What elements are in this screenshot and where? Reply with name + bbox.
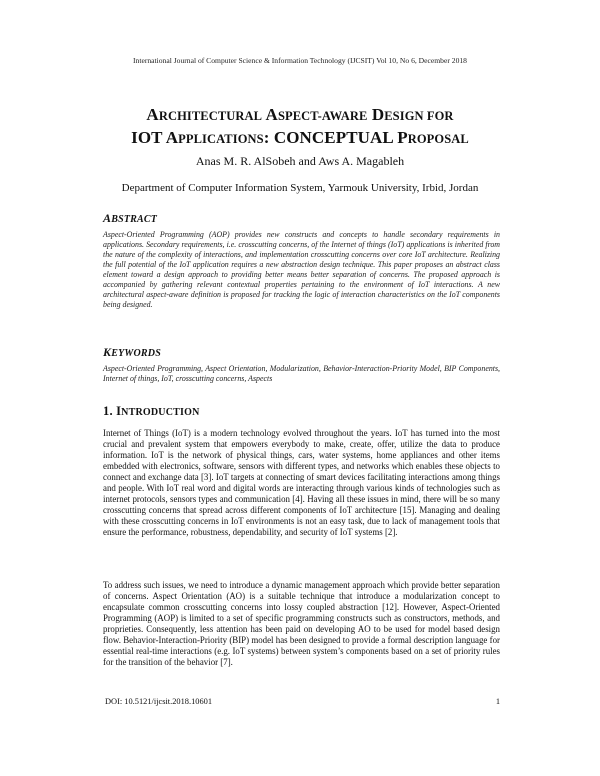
affiliation: Department of Computer Information System, Yarmouk University, Irbid, Jordan <box>121 182 479 194</box>
abstract-heading: ABSTRACT <box>103 211 158 225</box>
keywords-text: Aspect-Oriented Programming, Aspect Orientation, Modularization, Behavior-Interaction-Priority Model, BIP Components, Internet of things, IoT, crosscutting concerns, Aspects <box>103 364 500 383</box>
paper-title <box>60 104 540 150</box>
keywords-heading: KEYWORDS <box>103 345 161 359</box>
title-line-2: IOT APPLICATIONS: CONCEPTUAL PROPOSAL <box>131 128 469 147</box>
intro-paragraph-2: To address such issues, we need to introduce a dynamic management approach which provide better separation of concerns. Aspect Orientation (AO) is a suitable technique that introduce a modularization concept to encapsulate common crosscutting concerns into lossy coupled abstraction [12]. However, Aspect-Oriented Programming (AOP) is limited to a set of specific programming constructs such as constructors, methods, and proprieties. Consequently, less attention has been paid on developing AO to be used for model based design flow. Behavior-Interaction-Priority (BIP) model has been designed to provide a formal description language for essential real-time interactions (e.g. IoT systems) between system’s components based on a set of priority rules for the transition of the behavior [7]. <box>103 580 500 668</box>
authors: Anas M. R. AlSobeh and Aws A. Magableh <box>195 154 405 168</box>
doi: DOI: 10.5121/ijcsit.2018.10601 <box>105 697 213 706</box>
page-number: 1 <box>495 697 500 706</box>
journal-header: International Journal of Computer Science & Information Technology (IJCSIT) Vol 10, No 6, December 2018 <box>133 56 467 65</box>
abstract-text: Aspect-Oriented Programming (AOP) provides new constructs and concepts to handle secondary requirements in applications. Secondary requirements, i.e. crosscutting concerns, of the Internet of things (IoT) applications is inherited from the nature of the complexity of interactions, and implementation crosscutting concerns over core IoT architecture. Realizing the full potential of the IoT application requires a new abstraction design technique. This paper proposes an abstract class element toward a design approach to providing better means better separation of concerns. The proposed approach is accompanied by gathering relevant contextual properties pertaining to the environment of IoT interactions. A new architectural aspect-aware definition is proposed for tracking the logic of interaction characteristics on the IoT components being designed. <box>103 230 500 309</box>
introduction-heading: 1. INTRODUCTION <box>103 404 200 418</box>
title-line-1: ARCHITECTURAL ASPECT-AWARE DESIGN FOR <box>146 105 454 124</box>
intro-paragraph-1: Internet of Things (IoT) is a modern technology evolved throughout the years. IoT has turned into the most crucial and prevalent system that empowers everybody to make, create, offer, utilize the data to produce information. IoT is the network of physical things, cars, water systems, home appliances and other items embedded with electronics, software, sensors with different types, and networks which enables these objects to connect and exchange data [3]. IoT targets at connecting of smart devices facilitating interactions among things and people. With IoT real word and digital words are interacting through various kinds of technologies such as internet protocols, sensors types and communication [4]. Having all these issues in mind, there will be so many crosscutting concerns that spread across different components of IoT architecture [15]. Managing and dealing with these crosscutting concerns in IoT environments is not an easy task, due to lack of management tools that ensure the performance, robustness, dependability, and security of IoT systems [2]. <box>103 428 500 538</box>
